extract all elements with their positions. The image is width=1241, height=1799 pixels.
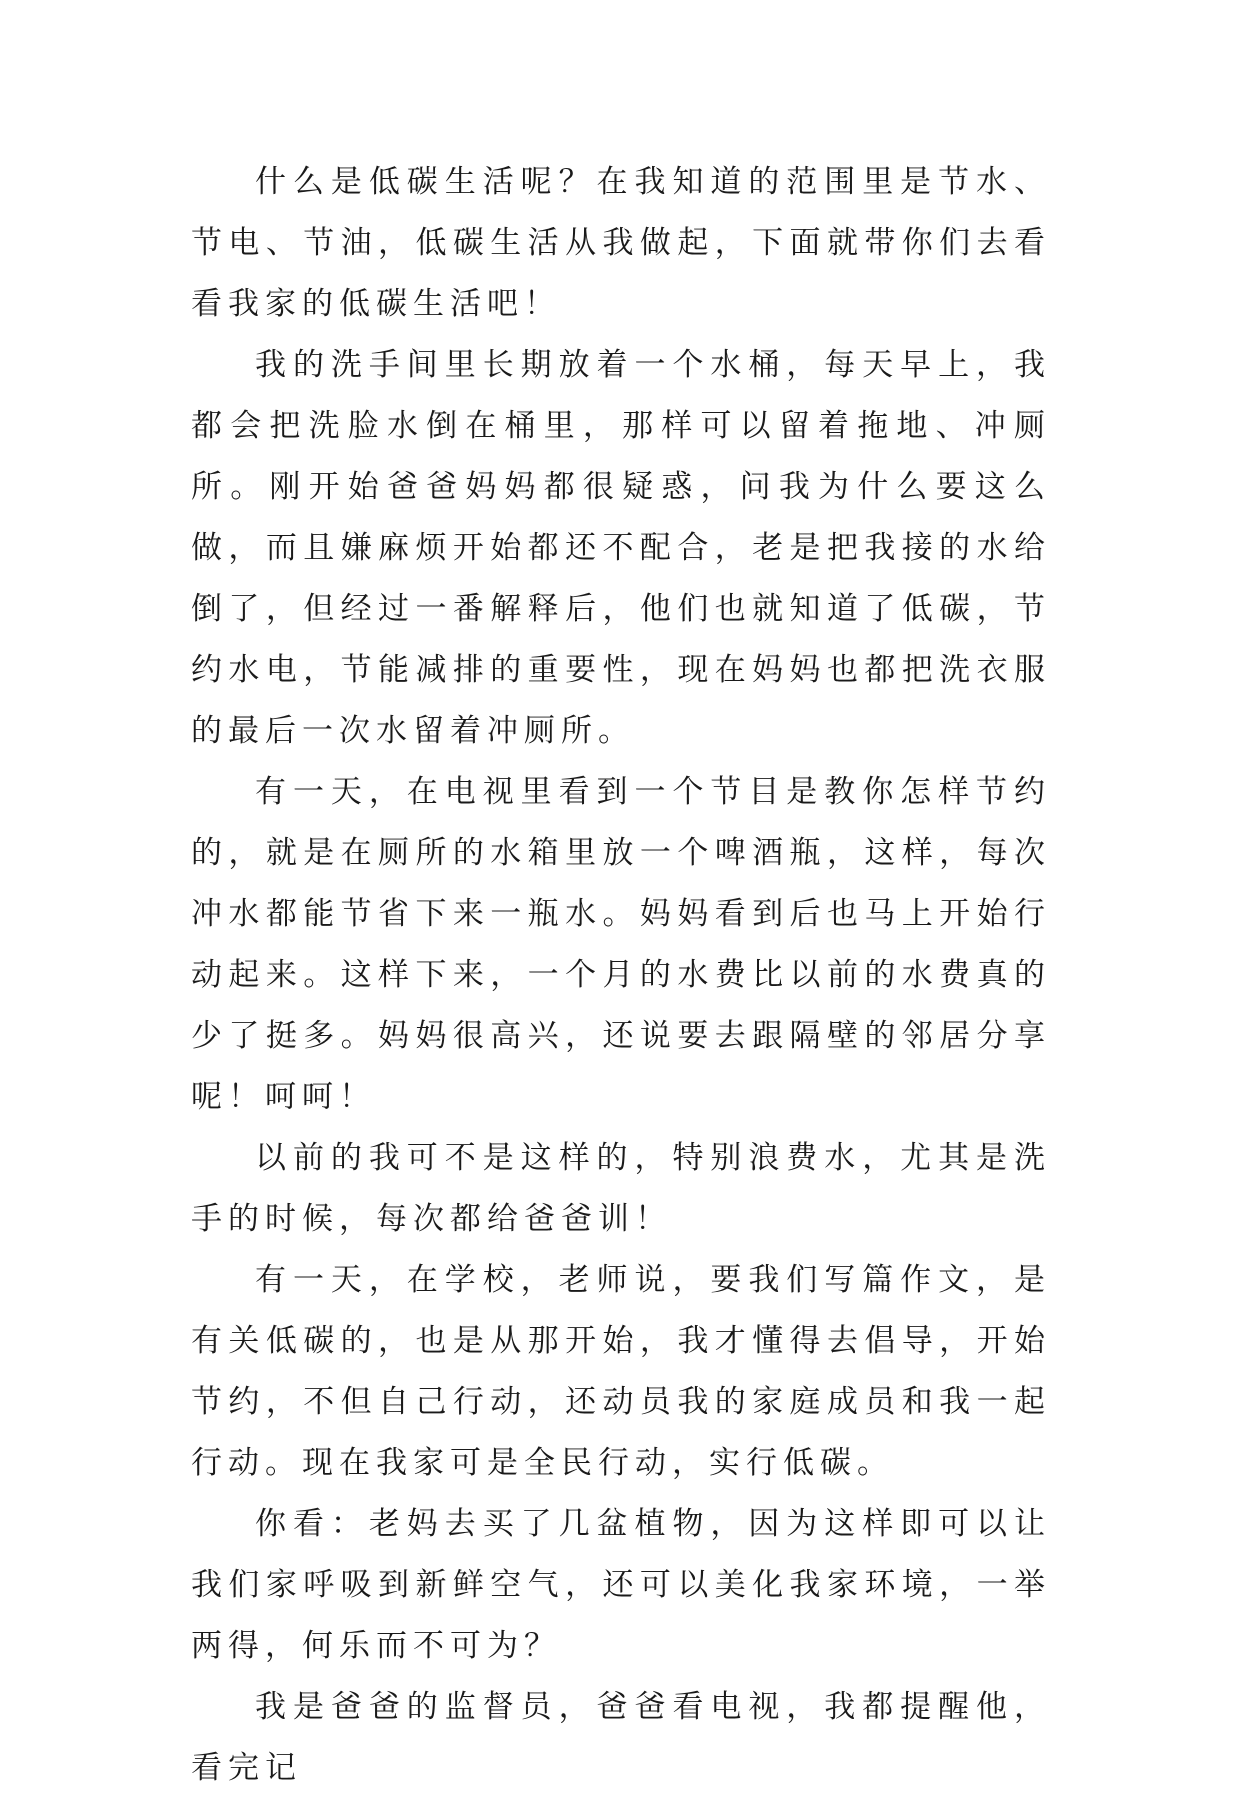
paragraph-1: 什么是低碳生活呢？在我知道的范围里是节水、节电、节油，低碳生活从我做起，下面就带你们去看看我家的低碳生活吧！ xyxy=(191,164,1051,322)
paragraph-4: 以前的我可不是这样的，特别浪费水，尤其是洗手的时候，每次都给爸爸训！ xyxy=(191,1140,1051,1237)
paragraph-6: 你看：老妈去买了几盆植物，因为这样即可以让我们家呼吸到新鲜空气，还可以美化我家环境，一举两得，何乐而不可为？ xyxy=(191,1506,1051,1664)
paragraph-3: 有一天，在电视里看到一个节目是教你怎样节约的，就是在厕所的水箱里放一个啤酒瓶，这样，每次冲水都能节省下来一瓶水。妈妈看到后也马上开始行动起来。这样下来，一个月的水费比以前的水费真的少了挺多。妈妈很高兴，还说要去跟隔壁的邻居分享呢！呵呵！ xyxy=(191,774,1051,1115)
paragraph-7: 我是爸爸的监督员，爸爸看电视，我都提醒他，看完记 xyxy=(191,1689,1051,1786)
document-body xyxy=(191,152,1051,1799)
paragraph-5: 有一天，在学校，老师说，要我们写篇作文，是有关低碳的，也是从那开始，我才懂得去倡导，开始节约，不但自己行动，还动员我的家庭成员和我一起行动。现在我家可是全民行动，实行低碳。 xyxy=(191,1262,1051,1481)
paragraph-2: 我的洗手间里长期放着一个水桶，每天早上，我都会把洗脸水倒在桶里，那样可以留着拖地、冲厕所。刚开始爸爸妈妈都很疑惑，问我为什么要这么做，而且嫌麻烦开始都还不配合，老是把我接的水给倒了，但经过一番解释后，他们也就知道了低碳，节约水电，节能减排的重要性，现在妈妈也都把洗衣服的最后一次水留着冲厕所。 xyxy=(191,347,1051,749)
